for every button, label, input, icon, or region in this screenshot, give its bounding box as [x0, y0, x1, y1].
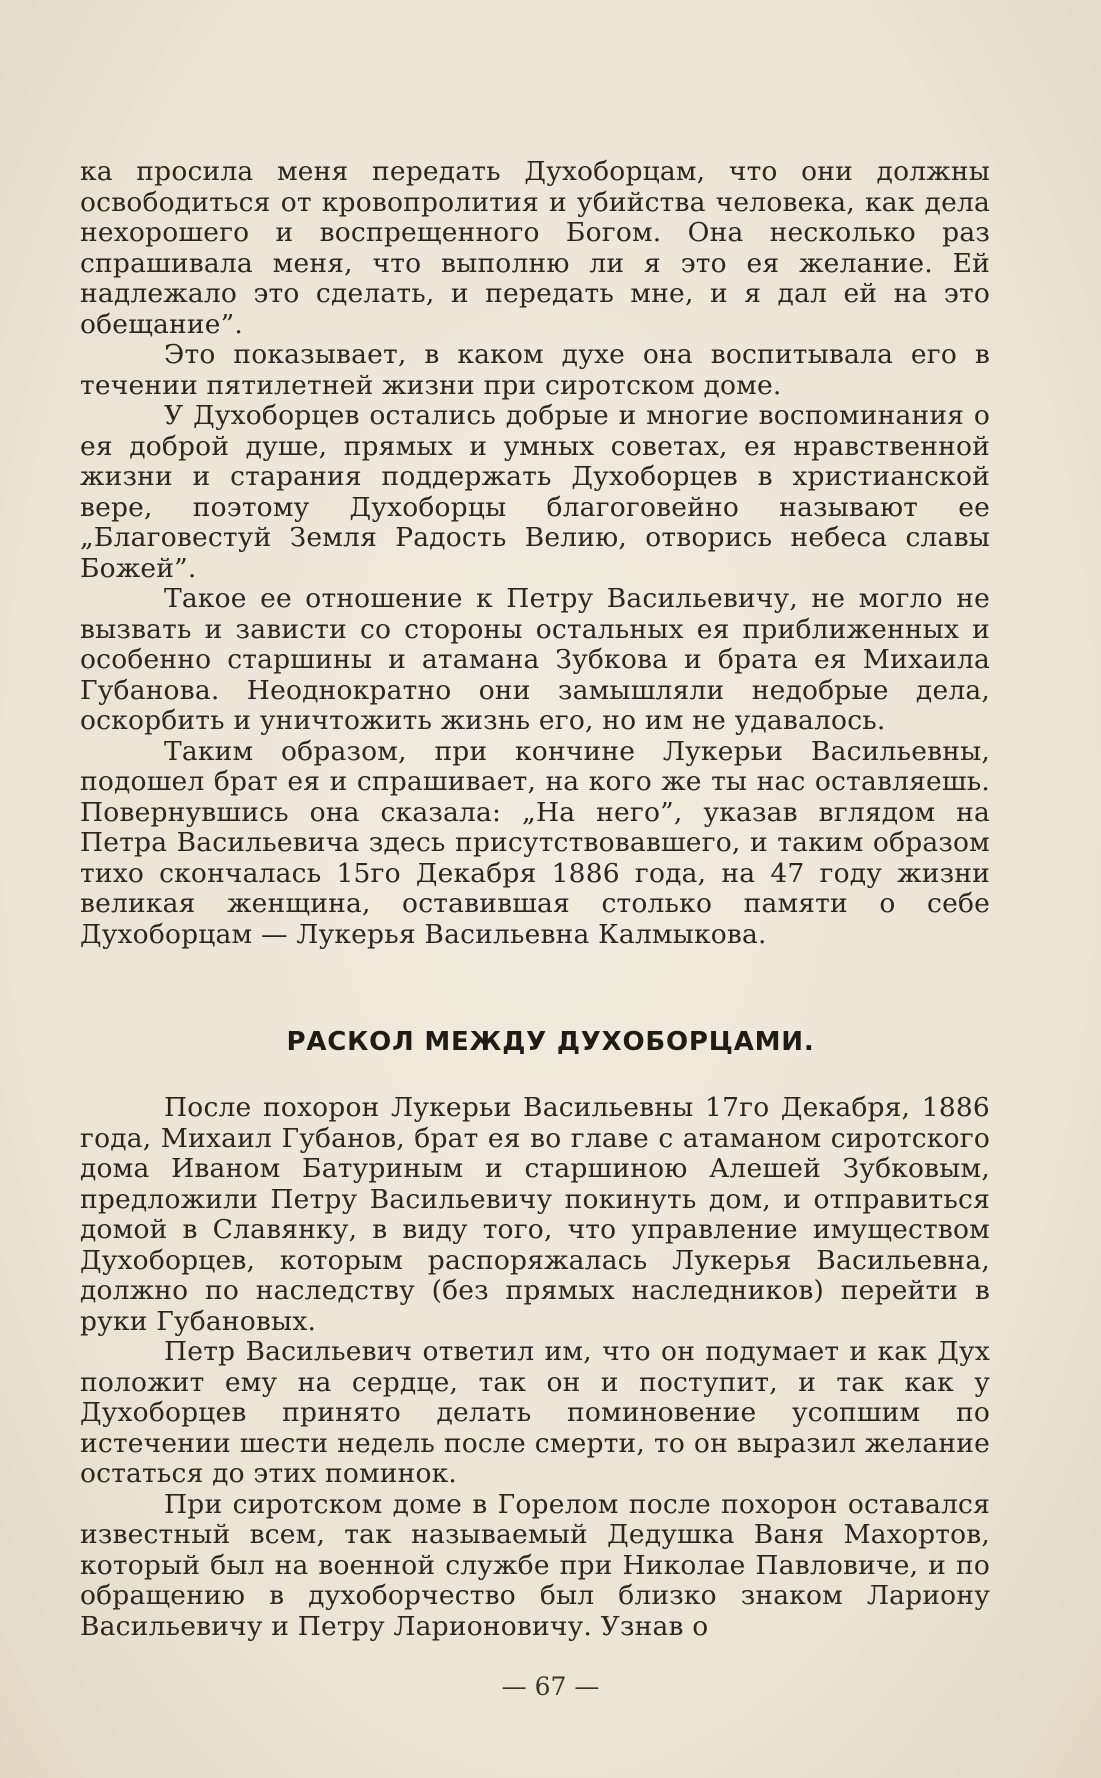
text-block-top	[80, 157, 990, 950]
paragraph-4: Такое ее отношение к Петру Васильевичу, не могло не вызвать и зависти со стороны остальных ея приближенных и особенно старшины и атамана Зубкова и брата ея Михаила Губанова. Неоднократно они замышляли недобрые дела, оскорбить и уничтожить жизнь его, но им не удавалось.	[80, 583, 990, 736]
section-heading: РАСКОЛ МЕЖДУ ДУХОБОРЦАМИ.	[286, 1027, 815, 1057]
paragraph-1: ка просила меня передать Духоборцам, что они должны освободиться от кровопролития и убийства человека, как дела нехорошего и воспрещенного Богом. Она несколько раз спрашивала меня, что выполню ли я это ея желание. Ей надлежало это сделать, и передать мне, и я дал ей на это обещание”.	[80, 156, 990, 340]
paragraph-5: Таким образом, при кончине Лукерьи Васильевны, подошел брат ея и спрашивает, на кого же ты нас оставляешь. Повернувшись она сказала: „На него”, указав вглядом на Петра Васильевича здесь присутствовавшего, и таким образом тихо скончалась 15го Декабря 1886 года, на 47 году жизни великая женщина, оставившая столько памяти о себе Духоборцам — Лукерья Васильевна Калмыкова.	[80, 735, 990, 950]
text-block-bottom	[80, 1093, 990, 1642]
paragraph-6: После похорон Лукерьи Васильевны 17го Декабря, 1886 года, Михаил Губанов, брат ея во главе с атаманом сиротского дома Иваном Батуриным и старшиною Алешей Зубковым, предложили Петру Васильевичу покинуть дом, и отправиться домой в Славянку, в виду того, что управление имуществом Духоборцев, которым распоряжалась Лукерья Васильевна, должно по наследству (без прямых наследников) перейти в руки Губановых.	[80, 1092, 990, 1337]
page-number: — 67 —	[501, 1672, 600, 1701]
paragraph-7: Петр Васильевич ответил им, что он подумает и как Дух положит ему на сердце, так он и поступит, и так как у Духоборцев принято делать поминовение усопшим по истечении шести недель после смерти, то он выразил желание остаться до этих поминок.	[80, 1336, 990, 1489]
paragraph-2: Это показывает, в каком духе она воспитывала его в течении пятилетней жизни при сиротском доме.	[80, 339, 990, 401]
paragraph-8: При сиротском доме в Горелом после похорон оставался известный всем, так называемый Дедушка Ваня Махортов, который был на военной службе при Николае Павловиче, и по обращению в духоборчество был близко знаком Лариону Васильевичу и Петру Ларионовичу. Узнав о	[80, 1488, 990, 1642]
paragraph-3: У Духоборцев остались добрые и многие воспоминания о ея доброй душе, прямых и умных советах, ея нравственной жизни и старания поддержать Духоборцев в христианской вере, поэтому Духоборцы благоговейно называют ее „Благовестуй Земля Радость Велию, отворись небеса славы Божей”.	[80, 400, 990, 584]
